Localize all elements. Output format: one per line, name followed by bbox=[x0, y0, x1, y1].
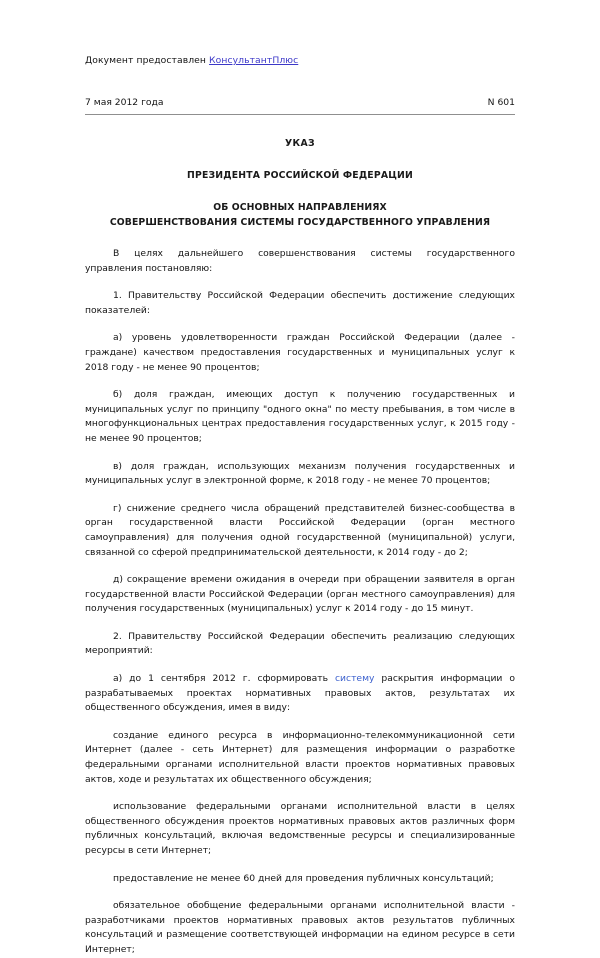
paragraph-item-1d: д) сокращение времени ожидания в очереди при обращении заявителя в орган государственной власти Российской Федерации (орган местного самоуправления) для получения государственных (муниципальных) услуг к 2014 году - до 15 минут. bbox=[85, 574, 515, 615]
paragraph-bullet-3: предоставление не менее 60 дней для проведения публичных консультаций; bbox=[113, 872, 494, 884]
consultant-plus-brand-link[interactable]: КонсультантПлюс bbox=[209, 55, 299, 66]
paragraph-item-1: 1. Правительству Российской Федерации обеспечить достижение следующих показателей: bbox=[85, 290, 515, 316]
paragraph-item-1v: в) доля граждан, использующих механизм получения государственных и муниципальных услуг в электронной форме, к 2018 году - не менее 70 процентов; bbox=[85, 460, 515, 487]
document-body bbox=[85, 247, 515, 958]
document-type-title: УКАЗ bbox=[284, 138, 316, 149]
title-block bbox=[85, 137, 515, 230]
document-topic-line-1: ОБ ОСНОВНЫХ НАПРАВЛЕНИЯХ bbox=[213, 202, 387, 213]
paragraph-bullet-4: обязательное обобщение федеральными органами исполнительной власти - разработчиками проектов нормативных правовых актов результатов публичных консультаций и размещение соответствующей информации на едином ресурсе в сети Интернет; bbox=[85, 900, 515, 955]
paragraph-item-1a: а) уровень удовлетворенности граждан Российской Федерации (далее - граждане) качеством предоставления государственных и муниципальных услуг к 2018 году - не менее 90 процентов; bbox=[85, 332, 515, 373]
sistemu-reference-link[interactable]: систему bbox=[335, 673, 375, 685]
provider-prefix-label: Документ предоставлен bbox=[85, 55, 210, 66]
document-meta bbox=[85, 96, 515, 109]
paragraph-item-2: 2. Правительству Российской Федерации обеспечить реализацию следующих мероприятий: bbox=[85, 630, 515, 657]
document-number: N 601 bbox=[487, 97, 515, 108]
item-2a-text-before-link: а) до 1 сентября 2012 г. сформировать bbox=[113, 673, 335, 685]
document-date: 7 мая 2012 года bbox=[85, 97, 164, 108]
document-topic-title bbox=[85, 201, 515, 230]
paragraph-item-1b: б) доля граждан, имеющих доступ к получению государственных и муниципальных услуг по принципу "одного окна" по месту пребывания, в том числе в многофункциональных центрах предоставления государственных услуг, к 2015 году - не менее 90 процентов; bbox=[85, 389, 515, 444]
document-issuer-title: ПРЕЗИДЕНТА РОССИЙСКОЙ ФЕДЕРАЦИИ bbox=[187, 170, 413, 181]
header-divider bbox=[85, 114, 515, 115]
paragraph-bullet-1: создание единого ресурса в информационно-телекоммуникационной сети Интернет (далее - сеть Интернет) для размещения информации о разработке федеральными органами исполнительной власти проектов нормативных правовых актов, ходе и результатах их общественного обсуждения; bbox=[85, 729, 515, 785]
paragraph-item-2a bbox=[85, 672, 515, 716]
item-2a-text-after-link: раскрытия информации о разрабатываемых проектах нормативных правовых актов, результатах их общественного обсуждения, имея в виду: bbox=[85, 673, 515, 714]
paragraph-intro: В целях дальнейшего совершенствования системы государственного управления постановляю: bbox=[85, 248, 515, 274]
provider-line bbox=[85, 54, 515, 67]
paragraph-bullet-2: использование федеральными органами исполнительной власти в целях общественного обсуждения проектов нормативных правовых актов различных форм публичных консультаций, включая ведомственные ресурсы и специализированные ресурсы в сети Интернет; bbox=[85, 801, 515, 856]
document-topic-line-2: СОВЕРШЕНСТВОВАНИЯ СИСТЕМЫ ГОСУДАРСТВЕННОГО УПРАВЛЕНИЯ bbox=[109, 216, 491, 228]
paragraph-item-1g: г) снижение среднего числа обращений представителей бизнес-сообщества в орган государственной власти Российской Федерации (орган местного самоуправления) для получения одной государственной (муниципальной) услуги, связанной со сферой предпринимательской деятельности, к 2014 году - до 2; bbox=[85, 502, 515, 558]
